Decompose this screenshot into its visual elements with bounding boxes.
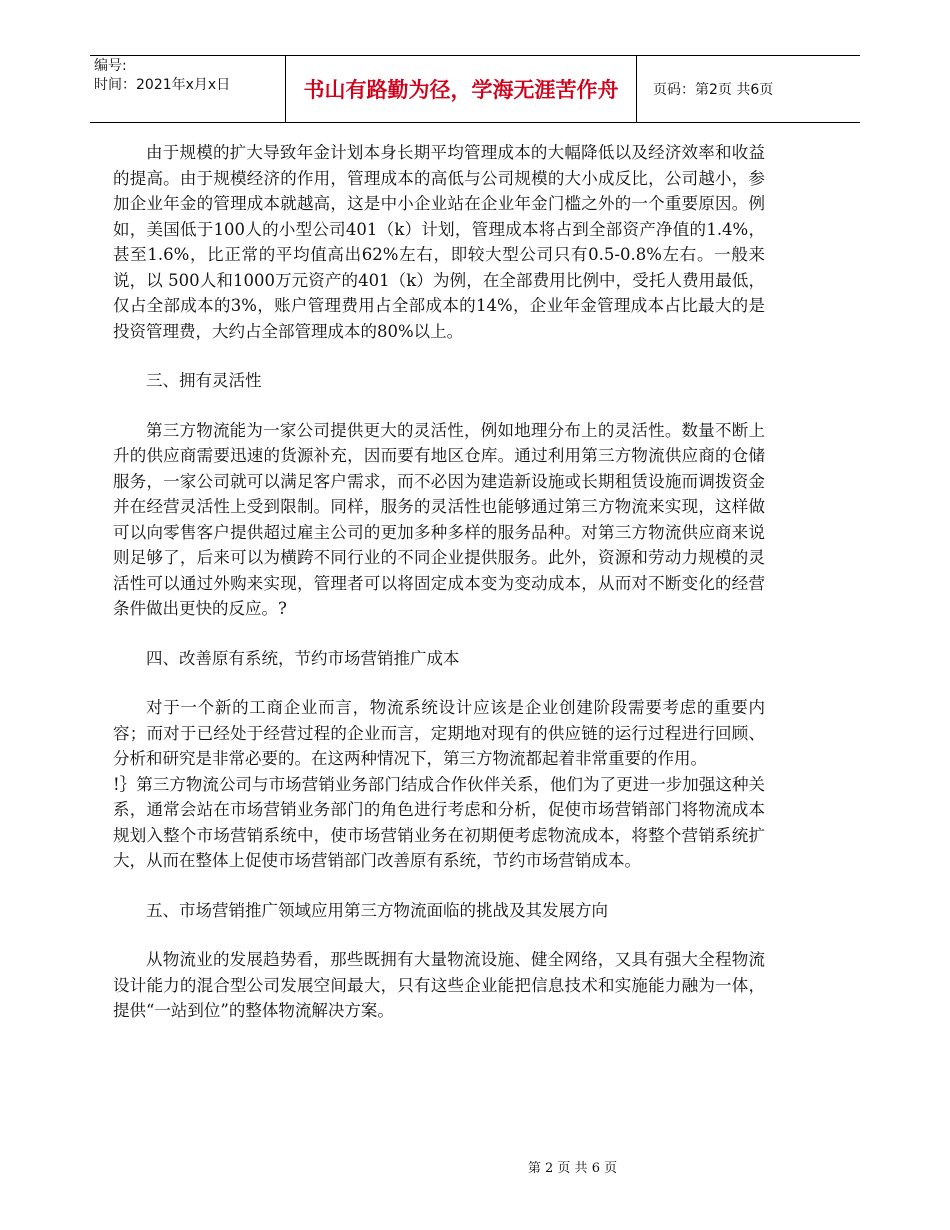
paragraph-flexibility: 第三方物流能为一家公司提供更大的灵活性，例如地理分布上的灵活性。数量不断上升的供应商需要迅速的货源补充，因而要有地区仓库。通过利用第三方物流供应商的仓储服务，一家公司就可以满足客户需求，而不必因为建造新设施或长期租赁设施而调拨资金并在经营灵活性上受到限制。同样，服务的灵活性也能够通过第三方物流来实现，这样做可以向零售客户提供超过雇主公司的更加多种多样的服务品种。对第三方物流供应商来说则足够了，后来可以为横跨不同行业的不同企业提供服务。此外，资源和劳动力规模的灵活性可以通过外购来实现，管理者可以将固定成本变为变动成本，从而对不断变化的经营条件做出更快的反应。? [113,420,765,618]
header-meta [90,56,289,123]
page-footer: 第 2 页 共 6 页 [527,1161,618,1176]
paragraph-partnership: !｝第三方物流公司与市场营销业务部门结成合作伙伴关系，他们为了更进一步加强这种关系，通常会站在市场营销业务部门的角色进行考虑和分析，促使市场营销部门将物流成本规划入整个市场营销系统中，使市场营销业务在初期便考虑物流成本，将整个营销系统扩大，从而在整体上促使市场营销部门改善原有系统，节约市场营销成本。 [113,774,765,870]
document-body [113,140,765,1024]
date-label: 时间：2021年x月x日 [94,77,231,93]
header-page-info: 页码：第2页 共6页 [653,82,774,98]
paragraph-scale-economy: 由于规模的扩大导致年金计划本身长期平均管理成本的大幅降低以及经济效率和收益的提高。由于规模经济的作用，管理成本的高低与公司规模的大小成反比，公司越小，参加企业年金的管理成本就越高，这是中小企业站在企业年金门槛之外的一个重要原因。例如，美国低于100人的小型公司401（k）计划，管理成本将占到全部资产净值的1.4%，甚至1.6%，比正常的平均值高出62%左右，即较大型公司只有0.5-0.8%左右。一般来说，以 500人和1000万元资产的401（k）为例，在全部费用比例中，受托人费用最低，仅占全部成本的3%，账户管理费用占全部成本的14%，企业年金管理成本占比最大的是投资管理费，大约占全部管理成本的80%以上。 [113,143,765,341]
section-heading-improve-system: 四、改善原有系统，节约市场营销推广成本 [146,648,460,668]
section-heading-challenges: 五、市场营销推广领域应用第三方物流面临的挑战及其发展方向 [146,900,608,920]
header-motto: 书山有路勤为径，学海无涯苦作舟 [285,56,637,122]
serial-label: 编号: [94,58,127,74]
page-header [90,55,860,123]
paragraph-trend: 从物流业的发展趋势看，那些既拥有大量物流设施、健全网络，又具有强大全程物流设计能力的混合型公司发展空间最大，只有这些企业能把信息技术和实施能力融为一体，提供“一站到位”的整体物流解决方案。 [113,950,765,1020]
paragraph-system-design: 对于一个新的工商企业而言，物流系统设计应该是企业创建阶段需要考虑的重要内容；而对于已经处于经营过程的企业而言，定期地对现有的供应链的运行过程进行回顾、分析和研究是非常必要的。在这两种情况下，第三方物流都起着非常重要的作用。 [113,698,765,768]
section-heading-flexibility: 三、拥有灵活性 [146,371,262,390]
